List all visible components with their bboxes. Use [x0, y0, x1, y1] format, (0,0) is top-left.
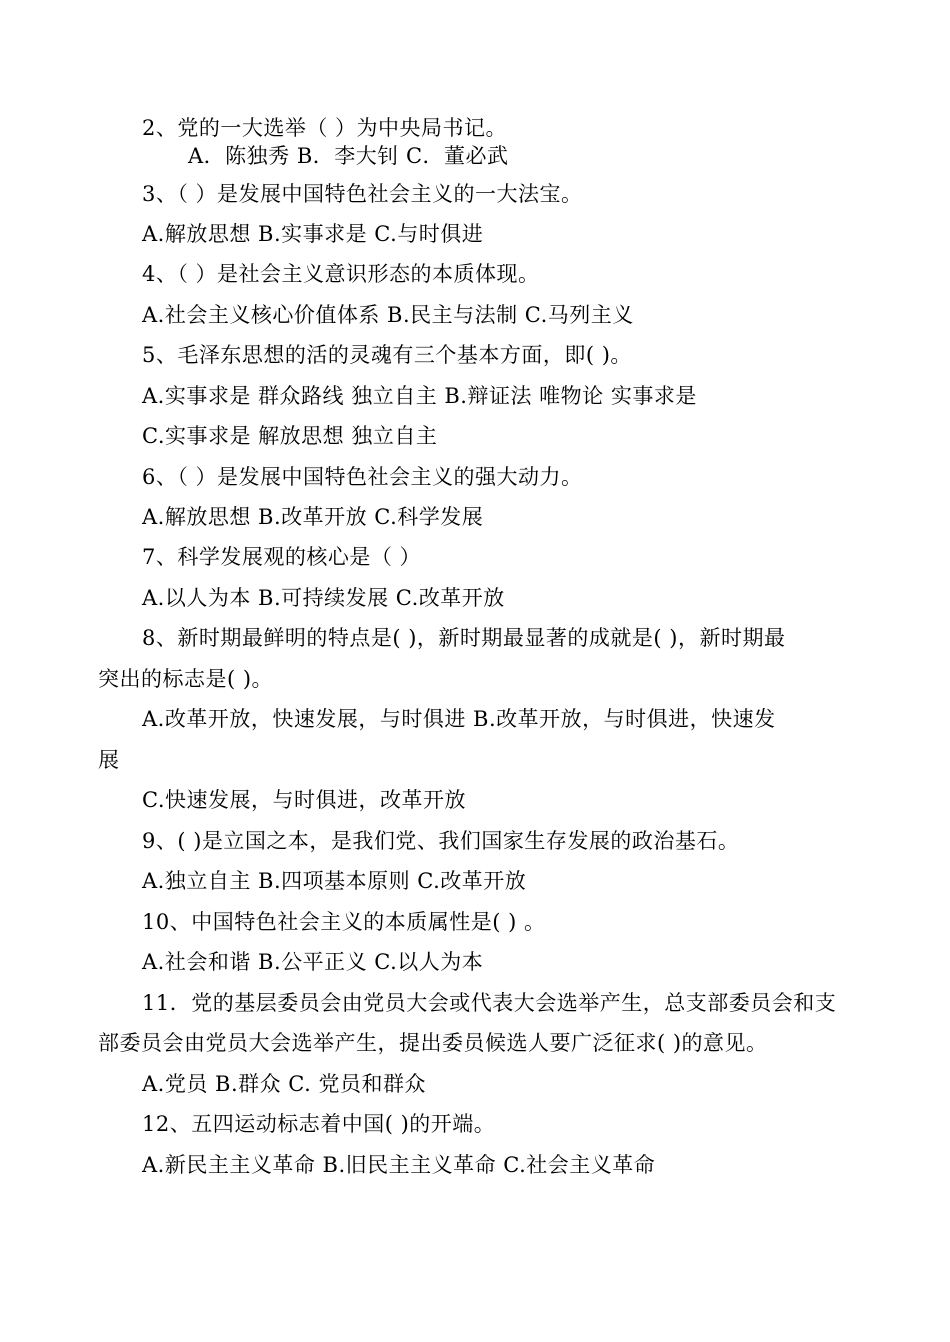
- question-5-options-ab: A.实事求是 群众路线 独立自主 B.辩证法 唯物论 实事求是: [142, 384, 697, 408]
- question-3: 3、（ ）是发展中国特色社会主义的一大法宝。: [142, 182, 583, 206]
- question-6: 6、（ ）是发展中国特色社会主义的强大动力。: [142, 465, 583, 489]
- question-12: 12、五四运动标志着中国( )的开端。: [142, 1112, 496, 1136]
- question-4: 4、（ ）是社会主义意识形态的本质体现。: [142, 262, 540, 286]
- question-8-line-2: 突出的标志是( )。: [98, 667, 274, 691]
- question-4-options: A.社会主义核心价值体系 B.民主与法制 C.马列主义: [142, 303, 634, 327]
- question-10: 10、中国特色社会主义的本质属性是( ) 。: [142, 910, 546, 934]
- question-7: 7、科学发展观的核心是（ ）: [142, 545, 422, 569]
- question-8-options-ab: A.改革开放，快速发展，与时俱进 B.改革开放，与时俱进，快速发: [142, 707, 776, 731]
- question-11-line-1: 11．党的基层委员会由党员大会或代表大会选举产生，总支部委员会和支: [142, 991, 837, 1015]
- question-9: 9、( )是立国之本，是我们党、我们国家生存发展的政治基石。: [142, 829, 740, 853]
- question-11-line-2: 部委员会由党员大会选举产生，提出委员候选人要广泛征求( )的意见。: [98, 1031, 768, 1055]
- question-12-options: A.新民主主义革命 B.旧民主主义革命 C.社会主义革命: [142, 1153, 656, 1177]
- question-5: 5、毛泽东思想的活的灵魂有三个基本方面，即( )。: [142, 343, 632, 367]
- question-2-options: A．陈独秀 B．李大钊 C．董必武: [188, 144, 509, 168]
- question-2: 2、党的一大选举（ ）为中央局书记。: [142, 116, 508, 140]
- question-5-option-c: C.实事求是 解放思想 独立自主: [142, 424, 438, 448]
- question-3-options: A.解放思想 B.实事求是 C.与时俱进: [142, 222, 484, 246]
- question-10-options: A.社会和谐 B.公平正义 C.以人为本: [142, 950, 484, 974]
- question-8-option-c: C.快速发展，与时俱进，改革开放: [142, 788, 466, 812]
- question-7-options: A.以人为本 B.可持续发展 C.改革开放: [142, 586, 505, 610]
- question-8-options-ab-wrap: 展: [98, 748, 120, 772]
- question-6-options: A.解放思想 B.改革开放 C.科学发展: [142, 505, 484, 529]
- question-11-options: A.党员 B.群众 C. 党员和群众: [142, 1072, 426, 1096]
- question-8-line-1: 8、新时期最鲜明的特点是( )，新时期最显著的成就是( )，新时期最: [142, 626, 786, 650]
- question-9-options: A.独立自主 B.四项基本原则 C.改革开放: [142, 869, 527, 893]
